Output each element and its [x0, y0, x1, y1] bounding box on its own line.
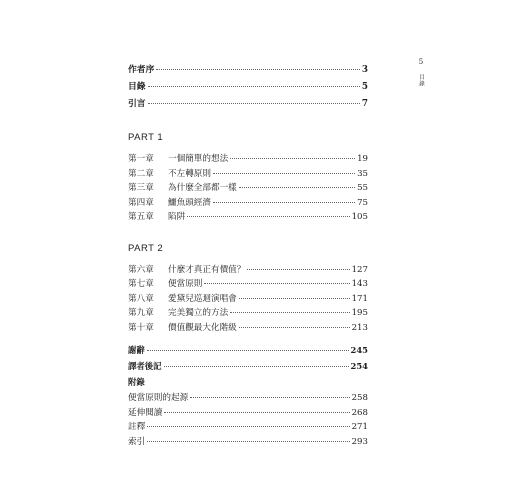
leader-dots — [187, 216, 349, 217]
toc-chapter — [128, 170, 368, 185]
appendix-item-title: 延伸閱讀 — [128, 407, 163, 418]
toc-chapter — [128, 266, 368, 281]
running-label: 目錄 — [418, 74, 424, 87]
chapter-number: 第五章 — [128, 212, 154, 222]
toc-entry-title: 作者序 — [128, 65, 155, 75]
chapter-title: 價值觀最大化階級 — [168, 322, 237, 333]
chapter-page: 19 — [357, 154, 368, 164]
toc-entry-title: 引言 — [128, 99, 146, 109]
appendix-item-page: 271 — [351, 422, 368, 432]
leader-dots — [239, 327, 350, 328]
chapter-title: 為什麼全部都一樣 — [168, 183, 237, 193]
leader-dots — [156, 69, 359, 70]
leader-dots — [147, 441, 349, 442]
leader-dots — [239, 298, 350, 299]
appendix-item-title: 索引 — [128, 436, 146, 447]
chapter-title: 不左轉原則 — [168, 168, 211, 179]
toc-chapter — [128, 309, 368, 324]
chapter-title: 陷阱 — [168, 212, 186, 222]
toc-entry-acknowledgements — [128, 346, 368, 362]
chapter-number: 第四章 — [128, 197, 154, 208]
toc-entry-title: 謝辭 — [128, 345, 145, 355]
leader-dots — [230, 158, 355, 159]
chapter-page: 143 — [351, 279, 368, 289]
leader-dots — [190, 397, 349, 398]
toc-entry-title: 譯者後記 — [128, 361, 162, 371]
toc-chapter — [128, 280, 368, 295]
toc-entry-title: 目錄 — [128, 82, 146, 92]
leader-dots — [204, 283, 349, 284]
chapter-page: 127 — [351, 264, 368, 275]
chapter-title: 完美獨立的方法 — [168, 308, 229, 318]
leader-dots — [164, 366, 349, 367]
toc-entry-page: 245 — [350, 345, 368, 355]
chapter-page: 105 — [351, 212, 368, 222]
toc-chapter — [128, 155, 368, 170]
chapter-number: 第一章 — [128, 154, 154, 164]
chapter-number: 第六章 — [128, 264, 154, 275]
chapter-number: 第七章 — [128, 279, 154, 289]
toc-chapter — [128, 184, 368, 199]
leader-dots — [213, 173, 355, 174]
chapter-title: 便當原則 — [168, 279, 203, 289]
chapter-page: 213 — [351, 322, 368, 333]
chapter-page: 171 — [351, 293, 368, 304]
toc-entry-page: 254 — [350, 361, 368, 371]
appendix-heading — [128, 378, 368, 394]
toc-entry-introduction — [128, 100, 368, 117]
chapter-title: 愛黛兒巡迴演唱會 — [168, 293, 237, 304]
toc-entry-page: 7 — [361, 99, 368, 109]
chapter-page: 55 — [357, 183, 368, 193]
chapter-page: 35 — [357, 168, 368, 179]
chapter-number: 第九章 — [128, 308, 154, 318]
leader-dots — [147, 350, 349, 351]
appendix-item-title: 註釋 — [128, 422, 146, 432]
toc-chapter — [128, 295, 368, 310]
chapter-number: 第十章 — [128, 322, 154, 333]
appendix-item — [128, 438, 368, 453]
leader-dots — [239, 187, 355, 188]
chapter-page: 195 — [351, 308, 368, 318]
toc-entry-preface — [128, 66, 368, 83]
appendix-item — [128, 423, 368, 438]
leader-dots — [230, 312, 349, 313]
toc-chapter — [128, 199, 368, 214]
part-heading: PART 1 — [128, 132, 164, 143]
chapter-number: 第二章 — [128, 168, 154, 179]
chapter-title: 什麼才真正有價值？ — [168, 264, 246, 275]
appendix-item-page: 268 — [351, 407, 368, 418]
appendix-heading-text: 附錄 — [128, 377, 145, 387]
page-number: 5 — [418, 58, 424, 66]
chapter-title: 鱷魚頭經濟 — [168, 197, 211, 208]
chapter-page: 75 — [357, 197, 368, 208]
toc-entry-page: 5 — [361, 82, 368, 92]
chapter-title: 一個簡單的想法 — [168, 154, 229, 164]
leader-dots — [148, 103, 360, 104]
appendix-item — [128, 394, 368, 409]
appendix-item-title: 便當原則的起源 — [128, 393, 189, 403]
toc-chapter — [128, 324, 368, 339]
toc-entry-translator-afterword — [128, 362, 368, 378]
chapter-number: 第三章 — [128, 183, 154, 193]
running-margin — [415, 58, 427, 91]
toc-entry-page: 3 — [361, 65, 368, 75]
table-of-contents — [128, 66, 368, 452]
appendix-item-page: 293 — [351, 436, 368, 447]
leader-dots — [247, 269, 349, 270]
leader-dots — [147, 426, 349, 427]
leader-dots — [164, 412, 349, 413]
toc-chapter — [128, 213, 368, 228]
leader-dots — [148, 86, 360, 87]
leader-dots — [213, 202, 355, 203]
chapter-number: 第八章 — [128, 293, 154, 304]
part-heading: PART 2 — [128, 242, 164, 254]
toc-entry-contents — [128, 83, 368, 100]
appendix-item-page: 258 — [351, 393, 368, 403]
appendix-item — [128, 409, 368, 424]
